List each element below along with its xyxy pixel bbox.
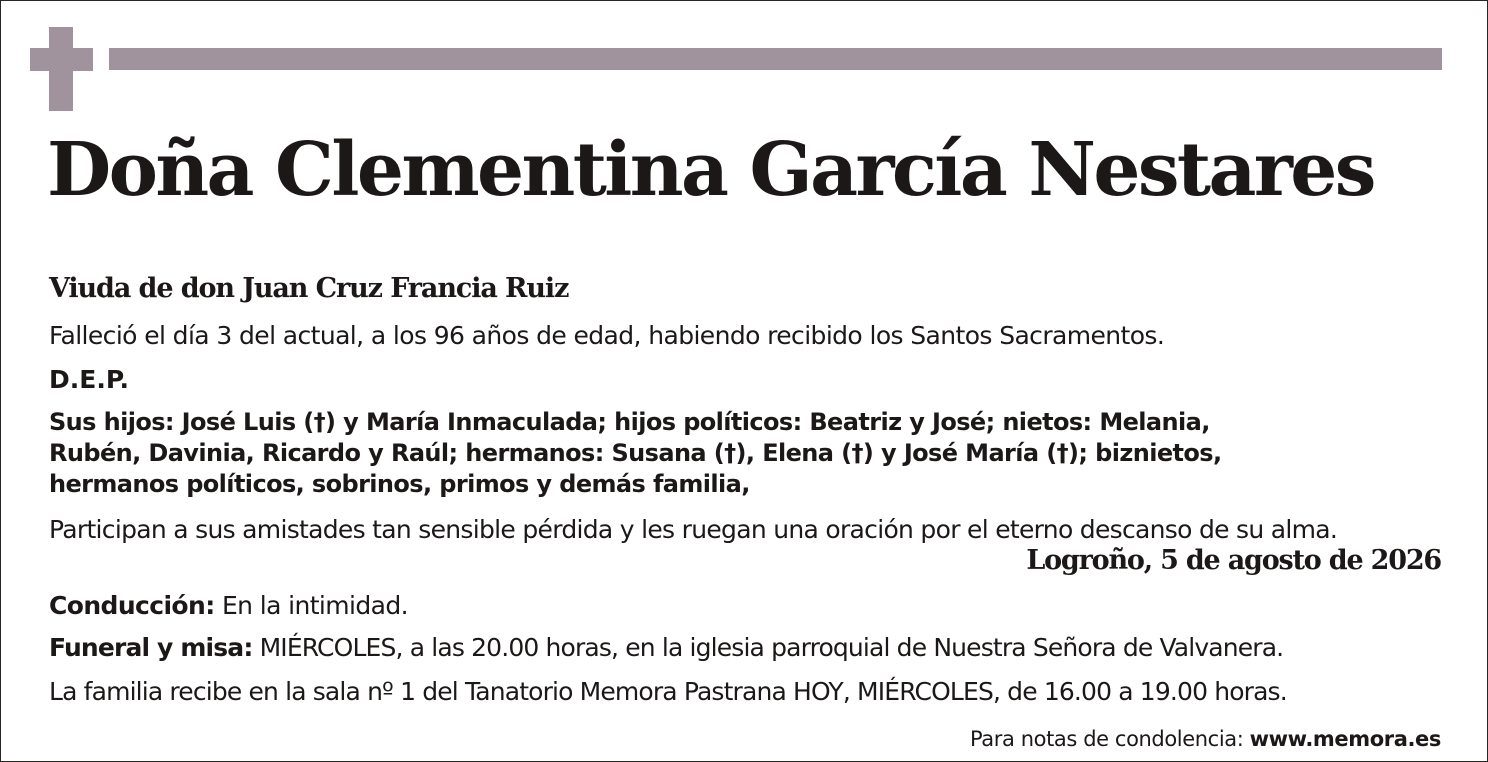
condolence-label: Para notas de condolencia: xyxy=(969,727,1250,751)
dep-text: D.E.P. xyxy=(49,365,130,394)
family-list xyxy=(49,407,1449,500)
death-announcement: Falleció el día 3 del actual, a los 96 años de edad, habiendo recibido los Santos Sacramentos. xyxy=(49,321,1165,350)
funeral-label: Funeral y misa: xyxy=(49,633,253,662)
family-line: Rubén, Davinia, Ricardo y Raúl; hermanos: Susana (†), Elena (†) y José María (†); biznietos, xyxy=(49,439,1222,467)
conduccion-label: Conducción: xyxy=(49,591,215,620)
condolence-note xyxy=(970,727,1441,751)
funeral-value: MIÉRCOLES, a las 20.00 horas, en la iglesia parroquial de Nuestra Señora de Valvanera. xyxy=(252,633,1284,662)
conduccion-line xyxy=(49,591,408,620)
widow-of-line: Viuda de don Juan Cruz Francia Ruiz xyxy=(49,273,569,304)
condolence-link[interactable]: www.memora.es xyxy=(1249,727,1441,751)
funeral-line xyxy=(49,633,1283,662)
prayer-request: Participan a sus amistades tan sensible pérdida y les ruegan una oración por el eterno descanso de su alma. xyxy=(49,515,1338,544)
header-rule xyxy=(109,48,1442,70)
wake-line: La familia recibe en la sala nº 1 del Tanatorio Memora Pastrana HOY, MIÉRCOLES, de 16.00 a 19.00 horas. xyxy=(49,677,1287,706)
place-and-date: Logroño, 5 de agosto de 2026 xyxy=(1026,545,1441,576)
family-line: Sus hijos: José Luis (†) y María Inmaculada; hijos políticos: Beatriz y José; nietos: Melania, xyxy=(49,408,1210,436)
conduccion-value: En la intimidad. xyxy=(214,591,408,620)
deceased-name: Doña Clementina García Nestares xyxy=(47,127,1374,213)
cross-horizontal-bar xyxy=(30,48,93,71)
family-line: hermanos políticos, sobrinos, primos y demás familia, xyxy=(49,470,750,498)
